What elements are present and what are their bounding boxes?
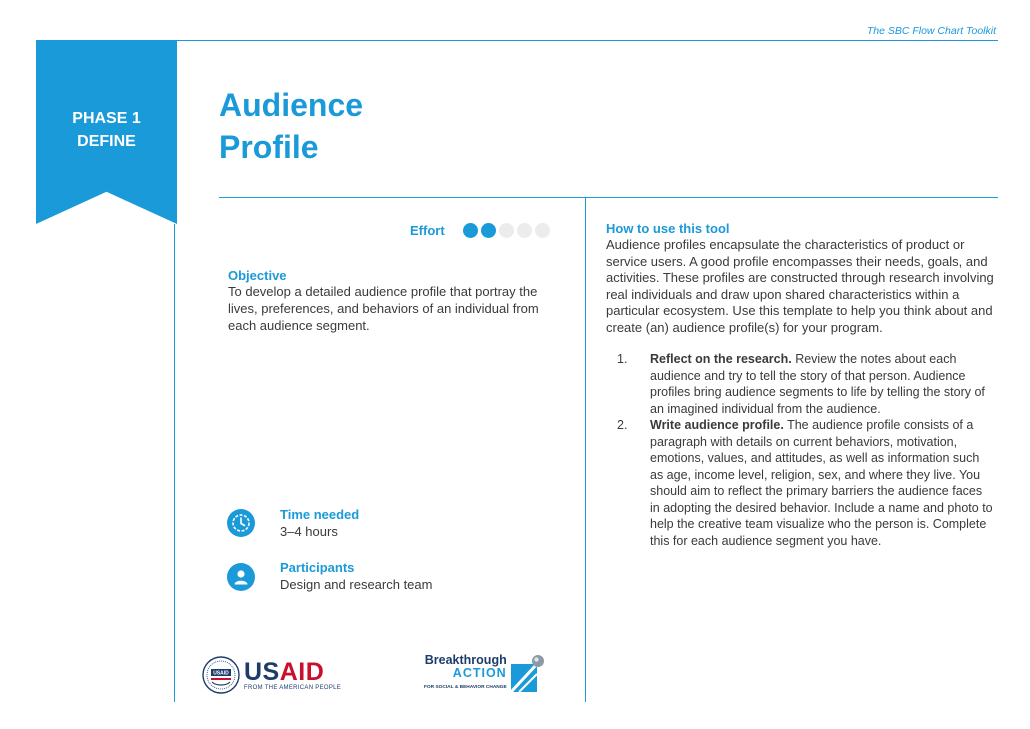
objective-text: To develop a detailed audience profile that portray the lives, preferences, and behaviors of an individual from each audience segment. <box>228 284 539 333</box>
step-body <box>650 417 993 549</box>
objective-heading: Objective <box>228 268 287 283</box>
step-text: The audience profile consists of a paragraph with details on current behaviors, motivation, emotions, values, and attitudes, as well as information such as age, income level, religion, sex, and where they live. You should aim to reflect the primary barriers the audience faces in adopting the desired behavior. Include a name and photo to help the creative team visualize who the person is. Complete this for each audience segment you have. <box>650 418 993 548</box>
usaid-seal-icon <box>202 656 240 694</box>
person-icon <box>227 563 255 591</box>
usaid-seal-text: USAID <box>213 670 229 677</box>
usaid-wordmark <box>244 657 342 691</box>
page-title <box>219 84 363 168</box>
how-to-heading: How to use this tool <box>606 221 730 236</box>
effort-dot <box>463 223 478 238</box>
time-needed-value: 3–4 hours <box>280 524 338 539</box>
effort-dot <box>535 223 550 238</box>
usaid-tagline: FROM THE AMERICAN PEOPLE <box>244 684 342 691</box>
page-title-line2: Profile <box>219 129 319 165</box>
time-needed <box>280 507 359 540</box>
step-text: Review the notes about each audience and try to tell the story of that person. Audience profiles bring audience segments to life by telling the story of an imagined individual from the audience. <box>650 352 985 416</box>
step-number: 1. <box>617 352 628 366</box>
ba-line1: Breakthrough <box>424 653 507 667</box>
time-needed-heading: Time needed <box>280 507 360 522</box>
phase-label: PHASE 1 <box>72 110 141 127</box>
step-number: 2. <box>617 418 628 432</box>
effort-rating <box>463 223 550 238</box>
breakthrough-action-logo <box>424 654 545 694</box>
clock-icon <box>227 509 255 537</box>
page-title-line1: Audience <box>219 87 364 123</box>
ba-line3: FOR SOCIAL & BEHAVIOR CHANGE <box>424 685 507 690</box>
usaid-word-aid: AID <box>279 657 325 686</box>
section-divider <box>219 197 998 198</box>
step-title: Reflect on the research. <box>650 352 792 366</box>
effort-dot <box>499 223 514 238</box>
step-title: Write audience profile. <box>650 418 784 432</box>
column-divider <box>585 197 586 702</box>
step-body <box>650 351 993 417</box>
participants-heading: Participants <box>280 560 355 575</box>
step-item <box>617 417 993 549</box>
objective-section <box>228 268 558 334</box>
stage-label: DEFINE <box>77 133 136 150</box>
left-border <box>174 224 175 702</box>
usaid-logo <box>202 656 341 694</box>
top-rule <box>36 40 998 41</box>
participants-value: Design and research team <box>280 577 433 592</box>
how-to-text: Audience profiles encapsulate the characteristics of product or service users. A good profile encompasses their needs, goals, and activities. These profiles are constructed through research involving real individuals and draw upon shared characteristics within a particular ecosystem. Use this template to help you think about and create (an) audience profile(s) for your program. <box>606 237 994 335</box>
participants <box>280 560 432 593</box>
toolkit-title: The SBC Flow Chart Toolkit <box>866 25 996 37</box>
ba-line2: ACTION <box>452 666 507 680</box>
ba-mark-icon <box>509 654 545 694</box>
effort-dot <box>481 223 496 238</box>
effort-dot <box>517 223 532 238</box>
steps-list <box>617 351 993 549</box>
effort-label: Effort <box>410 223 445 238</box>
step-item <box>617 351 993 417</box>
how-to-section <box>606 221 994 336</box>
usaid-word-us: US <box>244 657 280 686</box>
phase-banner-text <box>36 107 177 153</box>
